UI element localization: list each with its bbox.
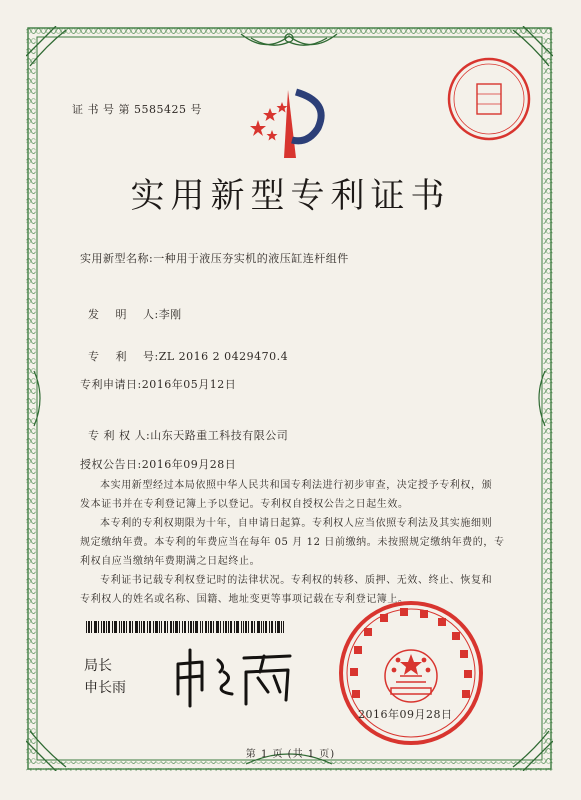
barcode-bar xyxy=(241,621,242,633)
barcode-bar xyxy=(243,621,244,633)
barcode-bar xyxy=(202,621,203,633)
field-filing-date xyxy=(80,376,236,392)
filing-date-label: 专利申请日: xyxy=(80,378,142,391)
barcode-bar xyxy=(265,621,267,633)
agency-seal xyxy=(444,54,534,144)
certificate-number-value: 5585425 xyxy=(134,103,187,116)
announce-date-label: 授权公告日: xyxy=(80,458,142,471)
director-title: 局长 xyxy=(84,658,112,674)
handwritten-signature xyxy=(172,642,312,712)
barcode-bar xyxy=(98,621,99,633)
barcode-bar xyxy=(91,621,92,633)
barcode-bar xyxy=(108,621,110,633)
barcode-bar xyxy=(94,621,97,633)
barcode-bar xyxy=(141,621,142,633)
barcode-bar xyxy=(135,621,138,633)
barcode-bar xyxy=(126,621,127,633)
barcode-bar xyxy=(161,621,162,633)
body-line: 专利证书记载专利权登记时的法律状况。专利权的转移、质押、无效、终止、恢复和 xyxy=(100,575,493,586)
body-line: 发本证书并在专利登记簿上予以登记。专利权自授权公告之日起生效。 xyxy=(80,499,409,510)
barcode-bar xyxy=(170,621,172,633)
barcode-bar xyxy=(132,621,133,633)
barcode-bar xyxy=(208,621,209,633)
barcode-bar xyxy=(193,621,194,633)
barcode-bar xyxy=(184,621,186,633)
barcode-bar xyxy=(159,621,160,633)
barcode-bar xyxy=(188,621,189,633)
field-model-name xyxy=(80,250,349,266)
barcode xyxy=(86,618,286,630)
director-name: 申长雨 xyxy=(84,680,126,696)
barcode-bar xyxy=(195,621,198,633)
barcode-bar xyxy=(173,621,174,633)
barcode-bar xyxy=(271,621,273,633)
certificate-number-label: 证 书 号 第 xyxy=(72,103,130,116)
cnipa-logo xyxy=(248,80,338,160)
field-patentee xyxy=(80,414,288,443)
inventor-label: 发 明 人: xyxy=(88,308,159,321)
barcode-bar xyxy=(153,621,154,633)
barcode-bar xyxy=(228,621,229,633)
barcode-bar xyxy=(234,621,235,633)
certificate-number-suffix: 号 xyxy=(190,103,202,116)
field-announce-date xyxy=(80,456,236,472)
barcode-bar xyxy=(245,621,247,633)
certificate-number xyxy=(72,101,202,117)
national-seal xyxy=(336,598,486,748)
barcode-bar xyxy=(257,621,260,633)
barcode-bar xyxy=(216,621,219,633)
barcode-bar xyxy=(261,621,262,633)
filing-date-value: 2016年05月12日 xyxy=(141,378,237,391)
body-line: 专利权人的姓名或名称、国籍、地址变更等事项记载在专利登记簿上。 xyxy=(80,594,409,605)
barcode-bar xyxy=(143,621,145,633)
model-name-label: 实用新型名称: xyxy=(80,252,154,265)
barcode-bar xyxy=(106,621,107,633)
patentee-label: 专 利 权 人: xyxy=(88,429,151,442)
seal-date: 2016年09月28日 xyxy=(358,708,453,721)
barcode-bar xyxy=(155,621,158,633)
barcode-bar xyxy=(283,621,284,633)
barcode-bar xyxy=(220,621,221,633)
announce-date-value: 2016年09月28日 xyxy=(141,458,237,471)
patent-number-value: ZL 2016 2 0429470.4 xyxy=(158,350,289,363)
barcode-bar xyxy=(190,621,192,633)
barcode-bar xyxy=(225,621,227,633)
barcode-bar xyxy=(149,621,151,633)
barcode-bar xyxy=(114,621,117,633)
barcode-bar xyxy=(86,621,87,633)
inventor-value: 李刚 xyxy=(158,308,182,321)
barcode-bar xyxy=(200,621,201,633)
barcode-bar xyxy=(129,621,131,633)
barcode-bar xyxy=(236,621,239,633)
body-line: 利权自应当缴纳年费期满之日起终止。 xyxy=(80,556,261,567)
barcode-bar xyxy=(103,621,105,633)
page-footer: 第 1 页 (共 1 页) xyxy=(245,749,336,760)
barcode-bar xyxy=(112,621,113,633)
barcode-bar xyxy=(179,621,180,633)
barcode-bar xyxy=(175,621,178,633)
barcode-bar xyxy=(123,621,125,633)
body-paragraphs xyxy=(80,476,510,609)
barcode-bar xyxy=(263,621,264,633)
barcode-bar xyxy=(251,621,253,633)
barcode-bar xyxy=(281,621,282,633)
barcode-bar xyxy=(147,621,148,633)
barcode-bar xyxy=(119,621,120,633)
body-line: 规定缴纳年费。本专利的年费应当在每年 05 月 12 日前缴纳。未按照规定缴纳年费的，专 xyxy=(80,537,505,548)
barcode-bar xyxy=(88,621,90,633)
barcode-bar xyxy=(205,621,207,633)
barcode-bar xyxy=(254,621,255,633)
barcode-bar xyxy=(210,621,212,633)
barcode-bar xyxy=(223,621,224,633)
barcode-bar xyxy=(167,621,168,633)
patentee-value: 山东天路重工科技有限公司 xyxy=(150,429,289,442)
barcode-bar xyxy=(277,621,280,633)
barcode-bar xyxy=(213,621,214,633)
body-line: 本实用新型经过本局依照中华人民共和国专利法进行初步审查，决定授予专利权，颁 xyxy=(100,480,493,491)
director-block xyxy=(84,655,126,699)
barcode-bar xyxy=(139,621,140,633)
field-inventor xyxy=(80,293,182,322)
barcode-bar xyxy=(269,621,270,633)
barcode-bar xyxy=(182,621,183,633)
barcode-bar xyxy=(230,621,232,633)
patent-number-label: 专 利 号: xyxy=(88,350,159,363)
barcode-bar xyxy=(101,621,102,633)
barcode-bar xyxy=(248,621,249,633)
barcode-bar xyxy=(164,621,166,633)
barcode-bar xyxy=(275,621,276,633)
field-patent-number xyxy=(80,335,288,364)
model-name-value: 一种用于液压夯实机的液压缸连杆组件 xyxy=(153,252,349,265)
barcode-bar xyxy=(121,621,122,633)
body-line: 本专利的专利权期限为十年，自申请日起算。专利权人应当依照专利法及其实施细则 xyxy=(100,518,493,529)
page-title: 实用新型专利证书 xyxy=(130,176,451,216)
